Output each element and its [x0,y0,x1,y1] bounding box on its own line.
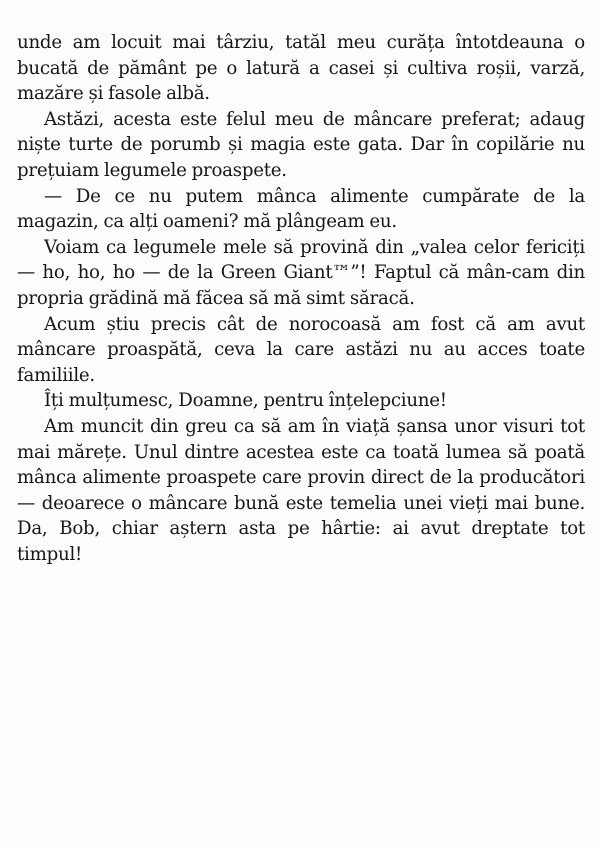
paragraph-7: Am muncit din greu ca să am în viață șansa unor visuri tot mai mărețe. Unul dintre acestea este ca toată lumea să poată mânca alimente proaspete care provin direct de la producători — deoarece o mâncare bună este temelia unei vieți mai bune. Da, Bob, chiar aștern asta pe hârtie: ai avut dreptate tot timpul! [17,415,585,565]
paragraph-2: Astăzi, acesta este felul meu de mâncare preferat; adaug niște turte de porumb și magia este gata. Dar în copilărie nu prețuiam legumele proaspete. [17,108,585,181]
paragraph-5: Acum știu precis cât de norocoasă am fost că am avut mâncare proaspătă, ceva la care astăzi nu au acces toate familiile. [17,313,585,386]
body-text [17,30,585,567]
paragraph-6: Îți mulțumesc, Doamne, pentru înțelepciune! [44,390,447,412]
paragraph-3: — De ce nu putem mânca alimente cumpărate de la magazin, ca alți oameni? mă plângeam eu. [17,185,585,233]
paragraph-1: unde am locuit mai târziu, tatăl meu curăța întotdeauna o bucată de pământ pe o latură a casei și cultiva roșii, varză, mazăre și fasole albă. [17,32,585,105]
paragraph-4: Voiam ca legumele mele să provină din „valea celor fericiți — ho, ho, ho — de la Green Giant™”! Faptul că mân-cam din propria grădină mă făcea să mă simt săracă. [17,236,585,309]
